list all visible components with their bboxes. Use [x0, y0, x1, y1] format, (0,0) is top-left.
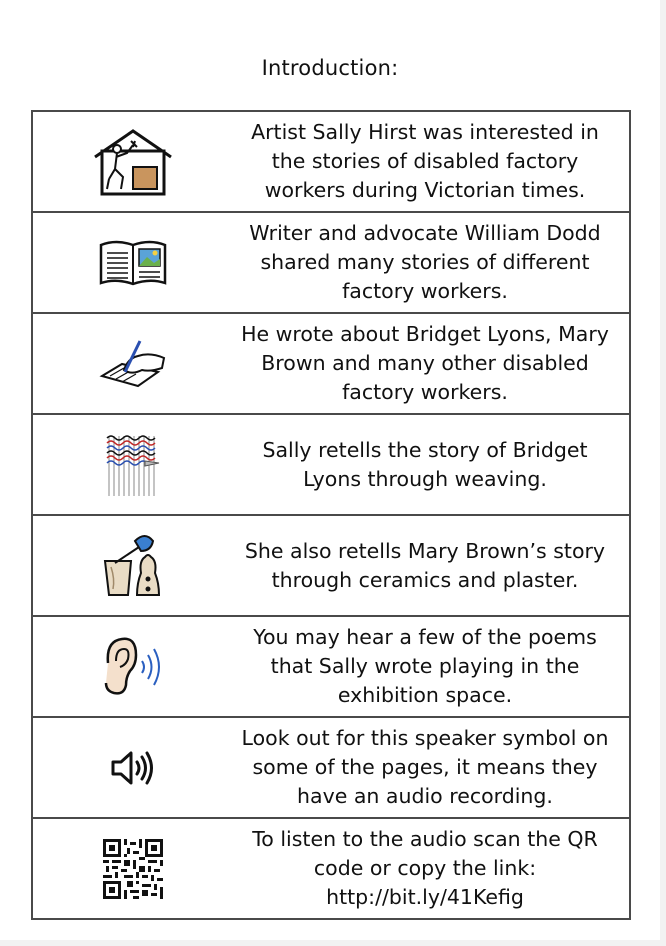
row-text: To listen to the audio scan the QR code or copy the link: http://bit.ly/41Kefig	[252, 827, 598, 909]
table-row	[33, 112, 629, 213]
table-row	[33, 516, 629, 617]
ear-listening-icon	[100, 635, 166, 699]
speaker-icon	[109, 748, 157, 788]
table-row	[33, 617, 629, 718]
table-row	[33, 213, 629, 314]
row-text: She also retells Mary Brown’s story through ceramics and plaster.	[244, 538, 606, 592]
row-text: Sally retells the story of Bridget Lyons through weaving.	[262, 437, 588, 491]
table-row	[33, 415, 629, 516]
page-title: Introduction:	[261, 56, 399, 80]
qr-code-icon	[103, 839, 163, 899]
ceramics-plaster-icon	[101, 533, 165, 599]
hand-writing-icon	[98, 338, 168, 390]
open-book-icon	[98, 237, 168, 289]
row-text: He wrote about Bridget Lyons, Mary Brown and many other disabled factory workers.	[241, 322, 609, 404]
row-text: Artist Sally Hirst was interested in the stories of disabled factory workers during Victorian times.	[251, 120, 599, 202]
table-row	[33, 314, 629, 415]
row-text: You may hear a few of the poems that Sally wrote playing in the exhibition space.	[253, 625, 597, 707]
row-text: Writer and advocate William Dodd shared many stories of different factory workers.	[249, 221, 601, 303]
weaving-icon	[105, 432, 161, 498]
artist-workshop-icon	[91, 127, 175, 197]
symbol-table	[31, 110, 631, 920]
row-text: Look out for this speaker symbol on some of the pages, it means they have an audio recording.	[241, 726, 609, 808]
table-row	[33, 819, 629, 920]
table-row	[33, 718, 629, 819]
